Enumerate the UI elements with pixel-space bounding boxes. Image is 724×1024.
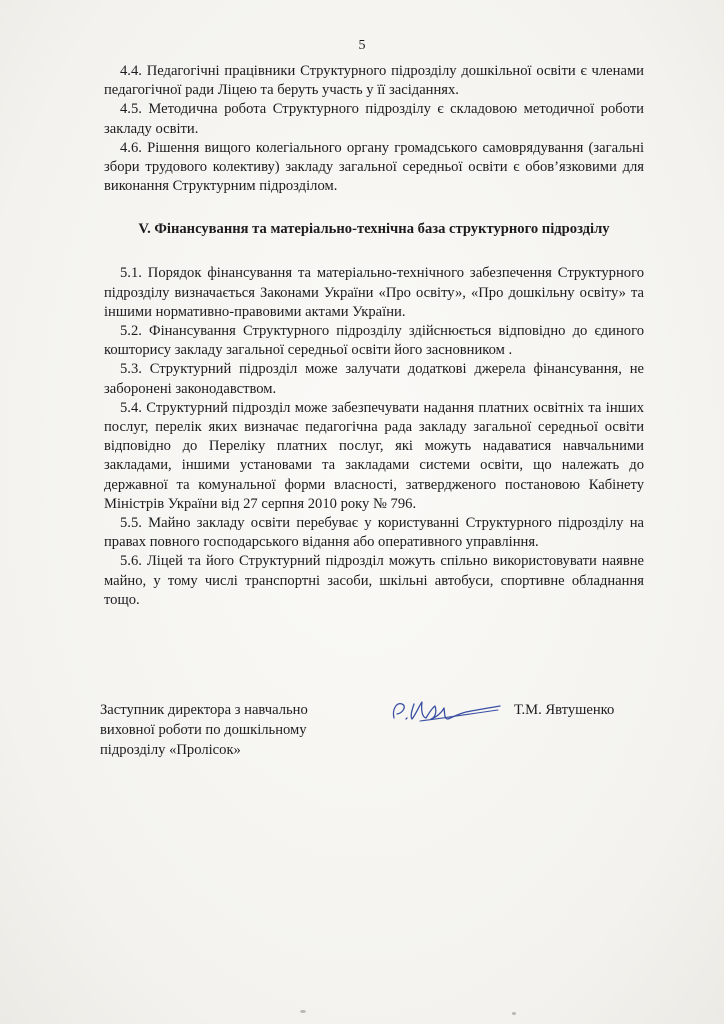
paragraph-4-4: 4.4. Педагогічні працівники Структурного підрозділу дошкільної освіти є членами педагогічної ради Ліцею та беруть участь у її засіданнях.	[104, 63, 644, 99]
paragraph-5-3: 5.3. Структурний підрозділ може залучати додаткові джерела фінансування, не заборонені законодавством.	[104, 361, 644, 397]
paragraph-5-5: 5.5. Майно закладу освіти перебуває у користуванні Структурного підрозділу на правах повного господарського відання або оперативного управління.	[104, 515, 644, 551]
paragraph-5-1: 5.1. Порядок фінансування та матеріально-технічного забезпечення Структурного підрозділу визначається Законами України «Про освіту», «Про дошкільну освіту» та іншими нормативно-правовими актами України.	[104, 265, 644, 320]
signatory-position	[100, 700, 380, 760]
signatory-position-line-1: Заступник директора з навчально	[100, 702, 308, 718]
paragraph-5-6: 5.6. Ліцей та його Структурний підрозділ можуть спільно використовувати наявне майно, у тому числі транспортні засоби, шкільні автобуси, спортивне обладнання тощо.	[104, 553, 644, 608]
section-heading: V. Фінансування та матеріально-технічна база структурного підрозділу	[138, 221, 610, 238]
signatory-name: Т.М. Явтушенко	[514, 702, 615, 718]
signatory-position-line-3: підрозділу «Пролісок»	[100, 742, 241, 758]
signature-underline	[420, 710, 498, 721]
signature-stroke	[393, 702, 500, 719]
page-number: 5	[358, 38, 366, 53]
handwritten-signature	[386, 688, 502, 730]
paragraph-4-5: 4.5. Методична робота Структурного підрозділу є складовою методичної роботи закладу освіти.	[104, 101, 644, 137]
paragraph-5-2: 5.2. Фінансування Структурного підрозділу здійснюється відповідно до єдиного кошторису закладу загальної середньої освіти його засновником .	[104, 323, 644, 359]
paragraph-4-6: 4.6. Рішення вищого колегіального органу громадського самоврядування (загальні збори трудового колективу) закладу загальної середньої освіти є обов’язковими для виконання Структурним підрозділом.	[104, 139, 644, 195]
signatory-position-line-2: виховної роботи по дошкільному	[100, 722, 307, 738]
paragraph-5-4: 5.4. Структурний підрозділ може забезпечувати надання платних освітніх та інших послуг, перелік яких визначає педагогічна рада закладу загальної середньої освіти відповідно до Переліку платних послуг, які можуть надаватися навчальними закладами, іншими установами та закладами системи освіти, що належать до державної та комунальної форми власності, затвердженого постановою Кабінету Міністрів України від 27 серпня 2010 року № 796.	[104, 399, 644, 512]
scan-speck	[300, 1010, 306, 1013]
document-body	[104, 62, 644, 610]
scan-speck	[512, 1012, 516, 1015]
